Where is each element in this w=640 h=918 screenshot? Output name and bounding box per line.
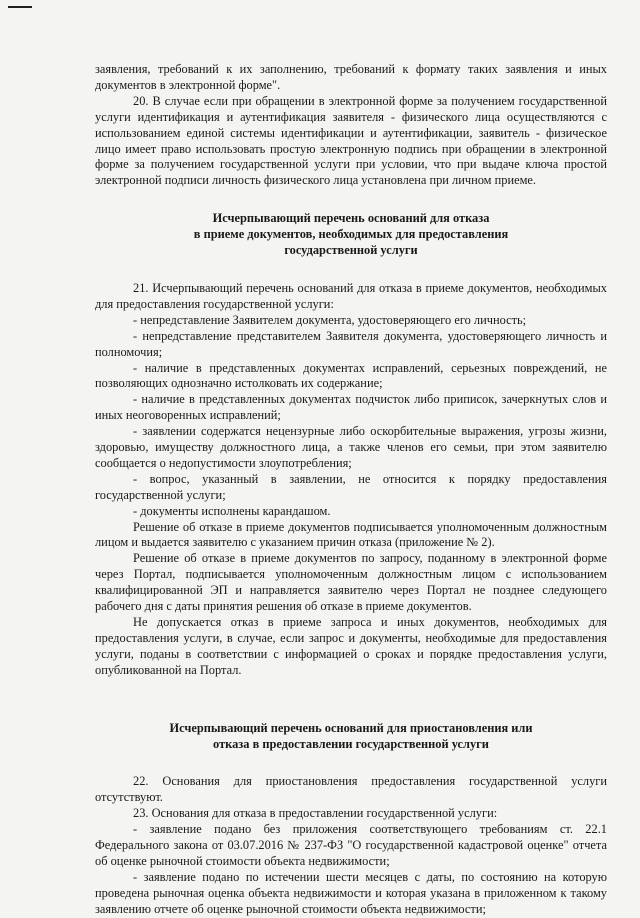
list-item: - вопрос, указанный в заявлении, не относится к порядку предоставления государственной услуги; bbox=[95, 471, 607, 502]
list-item: - наличие в представленных документах исправлений, серьезных повреждений, не позволяющих однозначно истолковать их содержание; bbox=[95, 360, 607, 391]
paragraph-refusal-decision: Решение об отказе в приеме документов подписывается уполномоченным должностным лицом и выдается заявителю с указанием причин отказа (приложение № 2). bbox=[95, 519, 607, 550]
paragraph-22: 22. Основания для приостановления предоставления государственной услуги отсутствуют. bbox=[95, 774, 607, 805]
heading-refusal-line-3: государственной услуги bbox=[284, 243, 418, 258]
list-item: - непредставление Заявителем документа, удостоверяющего его личность; bbox=[133, 312, 527, 327]
heading-suspension-line-1: Исчерпывающий перечень оснований для приостановления или bbox=[169, 720, 533, 735]
paragraph-21-intro: 21. Исчерпывающий перечень оснований для отказа в приеме документов, необходимых для предоставления государственной услуги: bbox=[95, 280, 607, 311]
paragraph-20: 20. В случае если при обращении в электронной форме за получением государственной услуги идентификация и аутентификация заявителя - физического лица осуществляются с использованием единой системы идентификации и аутентификации, заявитель - физическое лицо имеет право использовать простую электронную подпись при обращении в электронной форме за получением государственной услуги при условии, что при выдаче ключа простой электронной подписи личность физического лица установлена при личном приеме. bbox=[95, 93, 607, 188]
paragraph-23-intro: 23. Основания для отказа в предоставлении государственной услуги: bbox=[133, 806, 498, 821]
heading-refusal-line-1: Исчерпывающий перечень оснований для отказа bbox=[212, 211, 490, 226]
paragraph-continuation: заявления, требований к их заполнению, требований к формату таких заявления и иных документов в электронной форме". bbox=[95, 62, 607, 92]
heading-suspension-line-2: отказа в предоставлении государственной услуги bbox=[213, 736, 489, 751]
scan-mark bbox=[8, 6, 32, 8]
list-item: - заявление подано без приложения соответствующего требованиям ст. 22.1 Федерального закона от 03.07.2016 № 237-ФЗ "О государственной кадастровой оценке" отчета об оценке рыночной стоимости объекта недвижимости; bbox=[95, 822, 607, 868]
document-page bbox=[95, 62, 607, 918]
heading-refusal-line-2: в приеме документов, необходимых для предоставления bbox=[193, 227, 509, 242]
list-item: - заявлении содержатся нецензурные либо оскорбительные выражения, угрозы жизни, здоровью, имуществу должностного лица, а также членов его семьи, при этом заявителю сообщается о недопустимости злоупотребления; bbox=[95, 424, 607, 470]
paragraph-not-allowed: Не допускается отказ в приеме запроса и иных документов, необходимых для предоставления услуги, в случае, если запрос и документы, необходимые для предоставления услуги, поданы в соответствии с информацией о сроках и порядке предоставления услуги, опубликованной на Портал. bbox=[95, 615, 607, 677]
list-item: - документы исполнены карандашом. bbox=[133, 503, 331, 518]
list-item: - наличие в представленных документах подчисток либо приписок, зачеркнутых слов и иных неоговоренных исправлений; bbox=[95, 392, 607, 423]
paragraph-portal-refusal: Решение об отказе в приеме документов по запросу, поданному в электронной форме через Портал, подписывается уполномоченным должностным лицом с использованием квалифицированной ЭП и направляется заявителю через Портал не позднее следующего рабочего дня с даты принятия решения об отказе в приеме документов. bbox=[95, 551, 607, 614]
list-item: - заявление подано по истечении шести месяцев с даты, по состоянию на которую проведена рыночная оценка объекта недвижимости и которая указана в приложенном к такому заявлению отчете об оценке рыночной стоимости объекта недвижимости; bbox=[95, 869, 607, 916]
list-item: - непредставление представителем Заявителя документа, удостоверяющего личность и полномочия; bbox=[95, 328, 607, 359]
